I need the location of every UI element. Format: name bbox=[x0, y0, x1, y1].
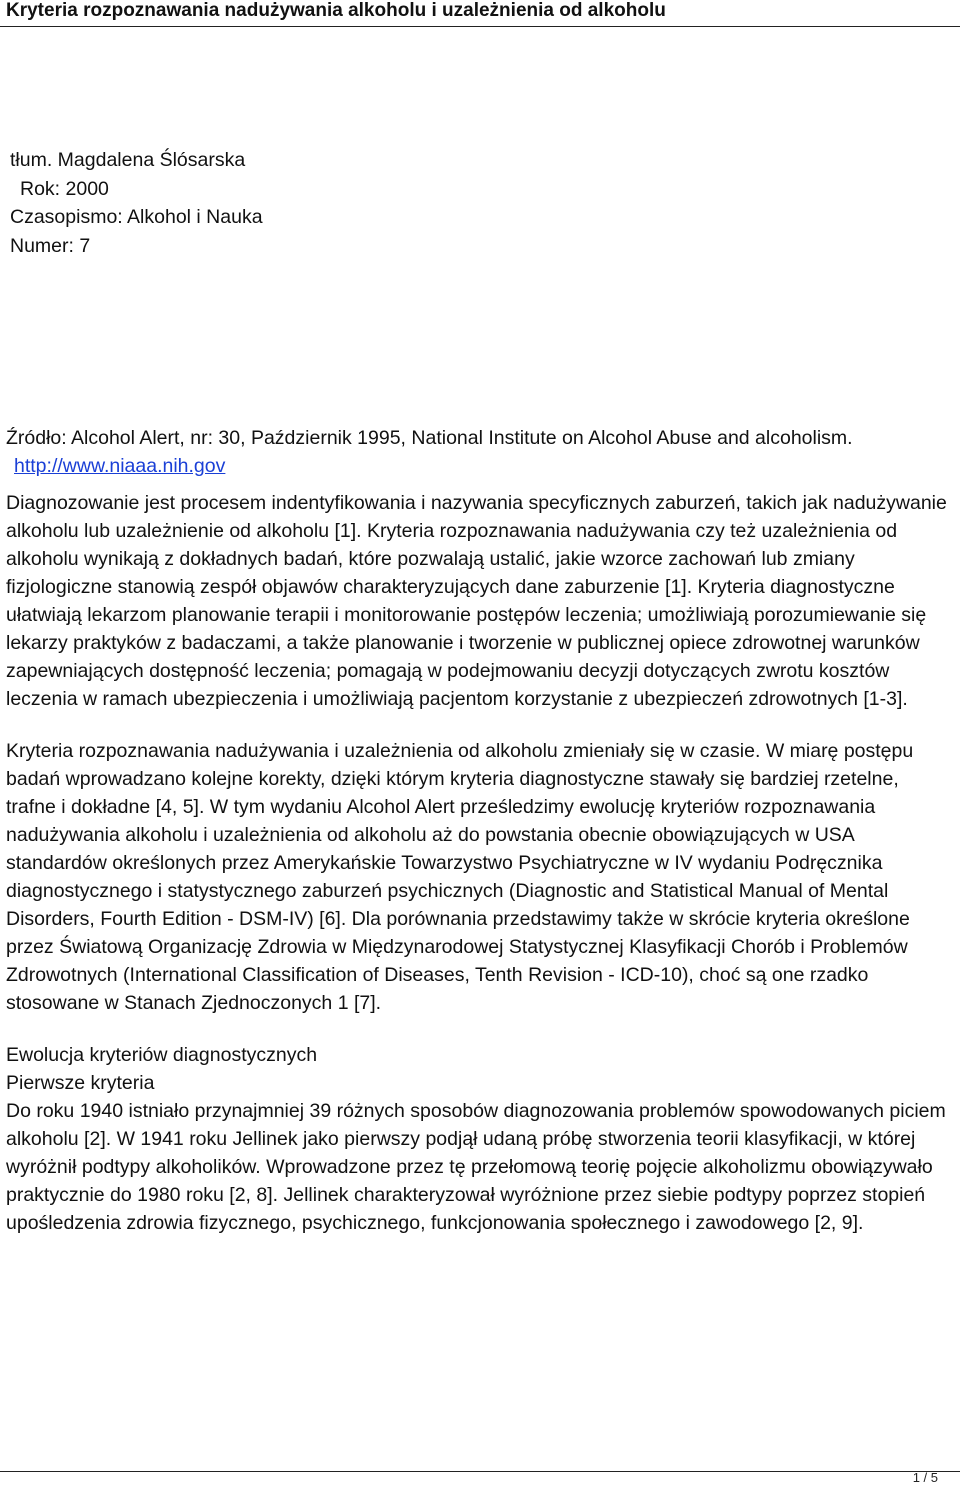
header-divider bbox=[0, 26, 960, 27]
paragraph-criteria-evolution: Kryteria rozpoznawania nadużywania i uzależnienia od alkoholu zmieniały się w czasie. W miarę postępu badań wprowadzano kolejne korekty, dzięki którym kryteria diagnostyczne stawały się bardziej rzetelne, trafne i dokładne [4, 5]. W tym wydaniu Alcohol Alert prześledzimy ewolucję kryteriów rozpoznawania nadużywania alkoholu i uzależnienia od alkoholu aż do powstania obecnie obowiązujących w USA standardów określonych przez Amerykańskie Towarzystwo Psychiatryczne w IV wydaniu Podręcznika diagnostycznego i statystycznego zaburzeń psychicznych (Diagnostic and Statistical Manual of Mental Disorders, Fourth Edition - DSM-IV) [6]. Dla porównania przedstawimy także w skrócie kryteria określone przez Światową Organizację Zdrowia w Międzynarodowej Statystycznej Klasyfikacji Chorób i Problemów Zdrowotnych (International Classification of Diseases, Tenth Revision - ICD-10), choć są one rzadko stosowane w Stanach Zjednoczonych 1 [7]. bbox=[6, 740, 914, 1014]
page-number: 1 / 5 bbox=[912, 1470, 938, 1485]
section-subheading: Pierwsze kryteria bbox=[6, 1072, 155, 1094]
issue-line: Numer: 7 bbox=[10, 234, 91, 257]
article-body bbox=[6, 424, 952, 1237]
section-heading: Ewolucja kryteriów diagnostycznych bbox=[6, 1044, 318, 1066]
article-metadata bbox=[10, 146, 263, 260]
source-link[interactable]: http://www.niaaa.nih.gov bbox=[14, 455, 226, 477]
footer-divider bbox=[0, 1471, 960, 1472]
translator-line: tłum. Magdalena Ślósarska bbox=[10, 149, 246, 171]
document-title: Kryteria rozpoznawania nadużywania alkoholu i uzależnienia od alkoholu bbox=[6, 0, 666, 21]
paragraph-first-criteria: Do roku 1940 istniało przynajmniej 39 różnych sposobów diagnozowania problemów spowodowanych piciem alkoholu [2]. W 1941 roku Jellinek jako pierwszy podjął udaną próbę stworzenia teorii klasyfikacji, w której wyróżnił podtypy alkoholików. Wprowadzone przez tę przełomową teorię pojęcie alkoholizmu obowiązywało praktycznie do 1980 roku [2, 8]. Jellinek charakteryzował wyróżnione przez siebie podtypy poprzez stopień upośledzenia zdrowia fizycznego, psychicznego, funkcjonowania społecznego i zawodowego [2, 9]. bbox=[6, 1100, 946, 1234]
year-line: Rok: 2000 bbox=[20, 177, 109, 200]
paragraph-diagnosis: Diagnozowanie jest procesem indentyfikowania i nazywania specyficznych zaburzeń, takich jak nadużywanie alkoholu lub uzależnienie od alkoholu [1]. Kryteria rozpoznawania nadużywania czy też uzależnienia od alkoholu wynikają z dokładnych badań, które pozwalają ustalić, jakie wzorce zachowań lub zmiany fizjologiczne stanowią zespół objawów charakteryzujących dane zaburzenie [1]. Kryteria diagnostyczne ułatwiają lekarzom planowanie terapii i monitorowanie postępów leczenia; umożliwiają porozumiewanie się lekarzy praktyków z badaczami, a także planowanie i tworzenie w publicznej opiece zdrowotnej warunków zapewniających dostępność leczenia; pomagają w podejmowaniu decyzji dotyczących zwrotu kosztów leczenia w ramach ubezpieczenia i umożliwiają pacjentom korzystanie z ubezpieczeń zdrowotnych [1-3]. bbox=[6, 492, 947, 710]
source-citation: Źródło: Alcohol Alert, nr: 30, Październik 1995, National Institute on Alcohol Abuse and alcoholism. bbox=[6, 427, 853, 449]
journal-line: Czasopismo: Alkohol i Nauka bbox=[10, 206, 263, 228]
